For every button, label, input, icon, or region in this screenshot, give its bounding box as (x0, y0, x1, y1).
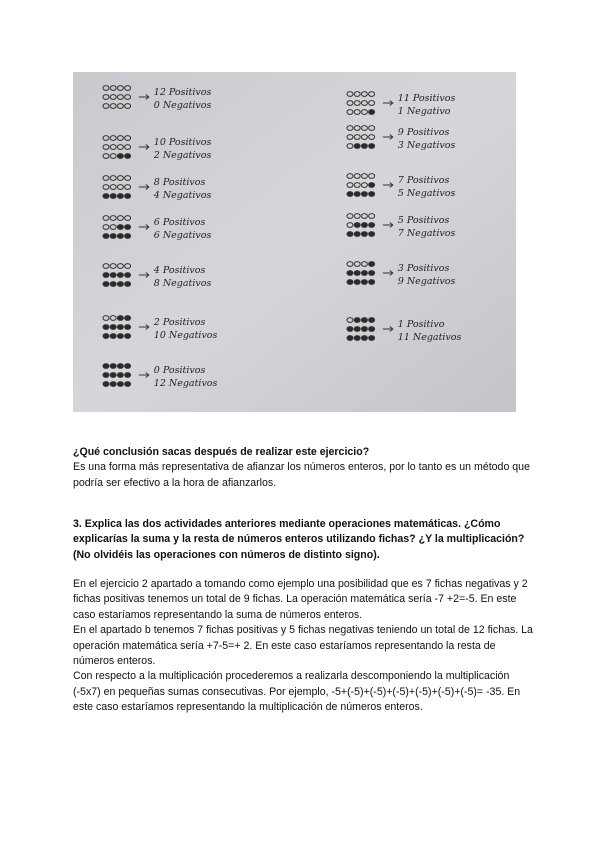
negative-chip (361, 144, 367, 149)
negative-chip (103, 194, 109, 199)
handwritten-positives: 3 Positivos (397, 263, 450, 274)
negative-chip (103, 373, 109, 378)
handwritten-positives: 11 Positivos (397, 93, 456, 104)
negative-chip (125, 373, 131, 378)
exercise-3-answer (73, 577, 533, 716)
handwritten-negatives: 10 Negativos (153, 330, 218, 341)
negative-chip (125, 154, 131, 159)
negative-chip (369, 192, 375, 197)
handwritten-positives: 8 Positivos (153, 177, 206, 188)
handwritten-negatives: 3 Negativos (397, 140, 456, 151)
negative-chip (369, 336, 375, 341)
negative-chip (369, 232, 375, 237)
negative-chip (347, 192, 353, 197)
negative-chip (361, 232, 367, 237)
handwritten-negatives: 1 Negativo (397, 106, 451, 117)
negative-chip (369, 144, 375, 149)
handwritten-negatives: 2 Negativos (153, 150, 212, 161)
negative-chip (103, 282, 109, 287)
handwritten-positives: 6 Positivos (153, 217, 206, 228)
handwritten-negatives: 7 Negativos (397, 228, 456, 239)
handwritten-exercise-photo (73, 72, 516, 412)
handwritten-positives: 0 Positivos (153, 365, 206, 376)
negative-chip (354, 232, 360, 237)
negative-chip (354, 280, 360, 285)
negative-chip (347, 327, 353, 332)
negative-chip (103, 382, 109, 387)
negative-chip (347, 232, 353, 237)
negative-chip (110, 282, 116, 287)
handwritten-negatives: 6 Negativos (153, 230, 212, 241)
negative-chip (369, 318, 375, 323)
negative-chip (117, 225, 123, 230)
negative-chip (110, 234, 116, 239)
negative-chip (347, 336, 353, 341)
handwritten-positives: 1 Positivo (397, 319, 445, 330)
negative-chip (354, 318, 360, 323)
handwritten-positives: 2 Positivos (153, 317, 206, 328)
negative-chip (361, 271, 367, 276)
negative-chip (117, 194, 123, 199)
negative-chip (125, 364, 131, 369)
negative-chip (110, 382, 116, 387)
negative-chip (361, 327, 367, 332)
handwritten-negatives: 0 Negativos (153, 100, 212, 111)
conclusion-answer: Es una forma más representativa de afianzar los números enteros, por lo tanto es un método que podría ser efectivo a la hora de afianzarlos. (73, 461, 530, 489)
negative-chip (125, 234, 131, 239)
negative-chip (117, 273, 123, 278)
negative-chip (354, 327, 360, 332)
negative-chip (369, 327, 375, 332)
negative-chip (103, 325, 109, 330)
negative-chip (103, 273, 109, 278)
negative-chip (117, 316, 123, 321)
exercise-3-section (73, 517, 533, 563)
negative-chip (103, 234, 109, 239)
negative-chip (369, 271, 375, 276)
negative-chip (110, 194, 116, 199)
negative-chip (117, 364, 123, 369)
negative-chip (110, 325, 116, 330)
negative-chip (125, 225, 131, 230)
negative-chip (125, 282, 131, 287)
handwritten-positives: 7 Positivos (397, 175, 450, 186)
negative-chip (369, 280, 375, 285)
negative-chip (117, 334, 123, 339)
negative-chip (117, 234, 123, 239)
negative-chip (369, 183, 375, 188)
handwritten-positives: 10 Positivos (153, 137, 212, 148)
negative-chip (125, 325, 131, 330)
handwritten-negatives: 12 Negativos (153, 378, 218, 389)
negative-chip (125, 334, 131, 339)
negative-chip (354, 271, 360, 276)
negative-chip (117, 282, 123, 287)
answer-paragraph-3: Con respecto a la multiplicación procederemos a realizarla descomponiendo la multiplicación (-5x7) en pequeñas sumas consecutivas. Por ejemplo, -5+(-5)+(-5)+(-5)+(-5)+(-5)+(-5)= -35. En este caso estaríamos representando la multiplicación de números enteros. (73, 670, 521, 714)
negative-chip (125, 273, 131, 278)
negative-chip (103, 364, 109, 369)
negative-chip (369, 223, 375, 228)
negative-chip (110, 364, 116, 369)
negative-chip (110, 334, 116, 339)
negative-chip (354, 223, 360, 228)
handwritten-negatives: 5 Negativos (397, 188, 456, 199)
conclusion-question: ¿Qué conclusión sacas después de realizar este ejercicio? (73, 446, 370, 458)
conclusion-section (73, 445, 533, 491)
negative-chip (117, 382, 123, 387)
negative-chip (103, 334, 109, 339)
handwritten-positives: 5 Positivos (397, 215, 450, 226)
exercise-3-question: 3. Explica las dos actividades anteriores mediante operaciones matemáticas. ¿Cómo explicarías la suma y la resta de números enteros utilizando fichas? ¿Y la multiplicación? (No olvidéis las operaciones con números de distinto signo). (73, 518, 525, 561)
handwritten-negatives: 9 Negativos (397, 276, 456, 287)
handwritten-negatives: 8 Negativos (153, 278, 212, 289)
answer-paragraph-2: En el apartado b tenemos 7 fichas positivas y 5 fichas negativas teniendo un total de 12 fichas. La operación matemática sería +7-5=+ 2. En este caso estaríamos representando la resta de números enteros. (73, 624, 533, 668)
negative-chip (110, 373, 116, 378)
negative-chip (354, 192, 360, 197)
negative-chip (117, 373, 123, 378)
negative-chip (125, 382, 131, 387)
negative-chip (369, 262, 375, 267)
handwritten-positives: 12 Positivos (153, 87, 212, 98)
negative-chip (354, 144, 360, 149)
handwritten-negatives: 11 Negativos (397, 332, 462, 343)
handwritten-negatives: 4 Negativos (153, 190, 212, 201)
negative-chip (361, 318, 367, 323)
negative-chip (125, 194, 131, 199)
photo-canvas (73, 72, 516, 412)
negative-chip (361, 223, 367, 228)
handwritten-positives: 9 Positivos (397, 127, 450, 138)
negative-chip (369, 110, 375, 115)
negative-chip (354, 336, 360, 341)
negative-chip (125, 316, 131, 321)
answer-paragraph-1: En el ejercicio 2 apartado a tomando como ejemplo una posibilidad que es 7 fichas negativas y 2 fichas positivas tenemos un total de 9 fichas. La operación matemática sería -7 +2=-5. En este caso estaríamos representando la suma de números enteros. (73, 578, 528, 621)
negative-chip (361, 336, 367, 341)
negative-chip (347, 271, 353, 276)
negative-chip (117, 154, 123, 159)
negative-chip (117, 325, 123, 330)
negative-chip (361, 192, 367, 197)
negative-chip (361, 280, 367, 285)
handwritten-positives: 4 Positivos (153, 265, 206, 276)
negative-chip (110, 273, 116, 278)
negative-chip (347, 280, 353, 285)
paper-background (73, 72, 516, 412)
